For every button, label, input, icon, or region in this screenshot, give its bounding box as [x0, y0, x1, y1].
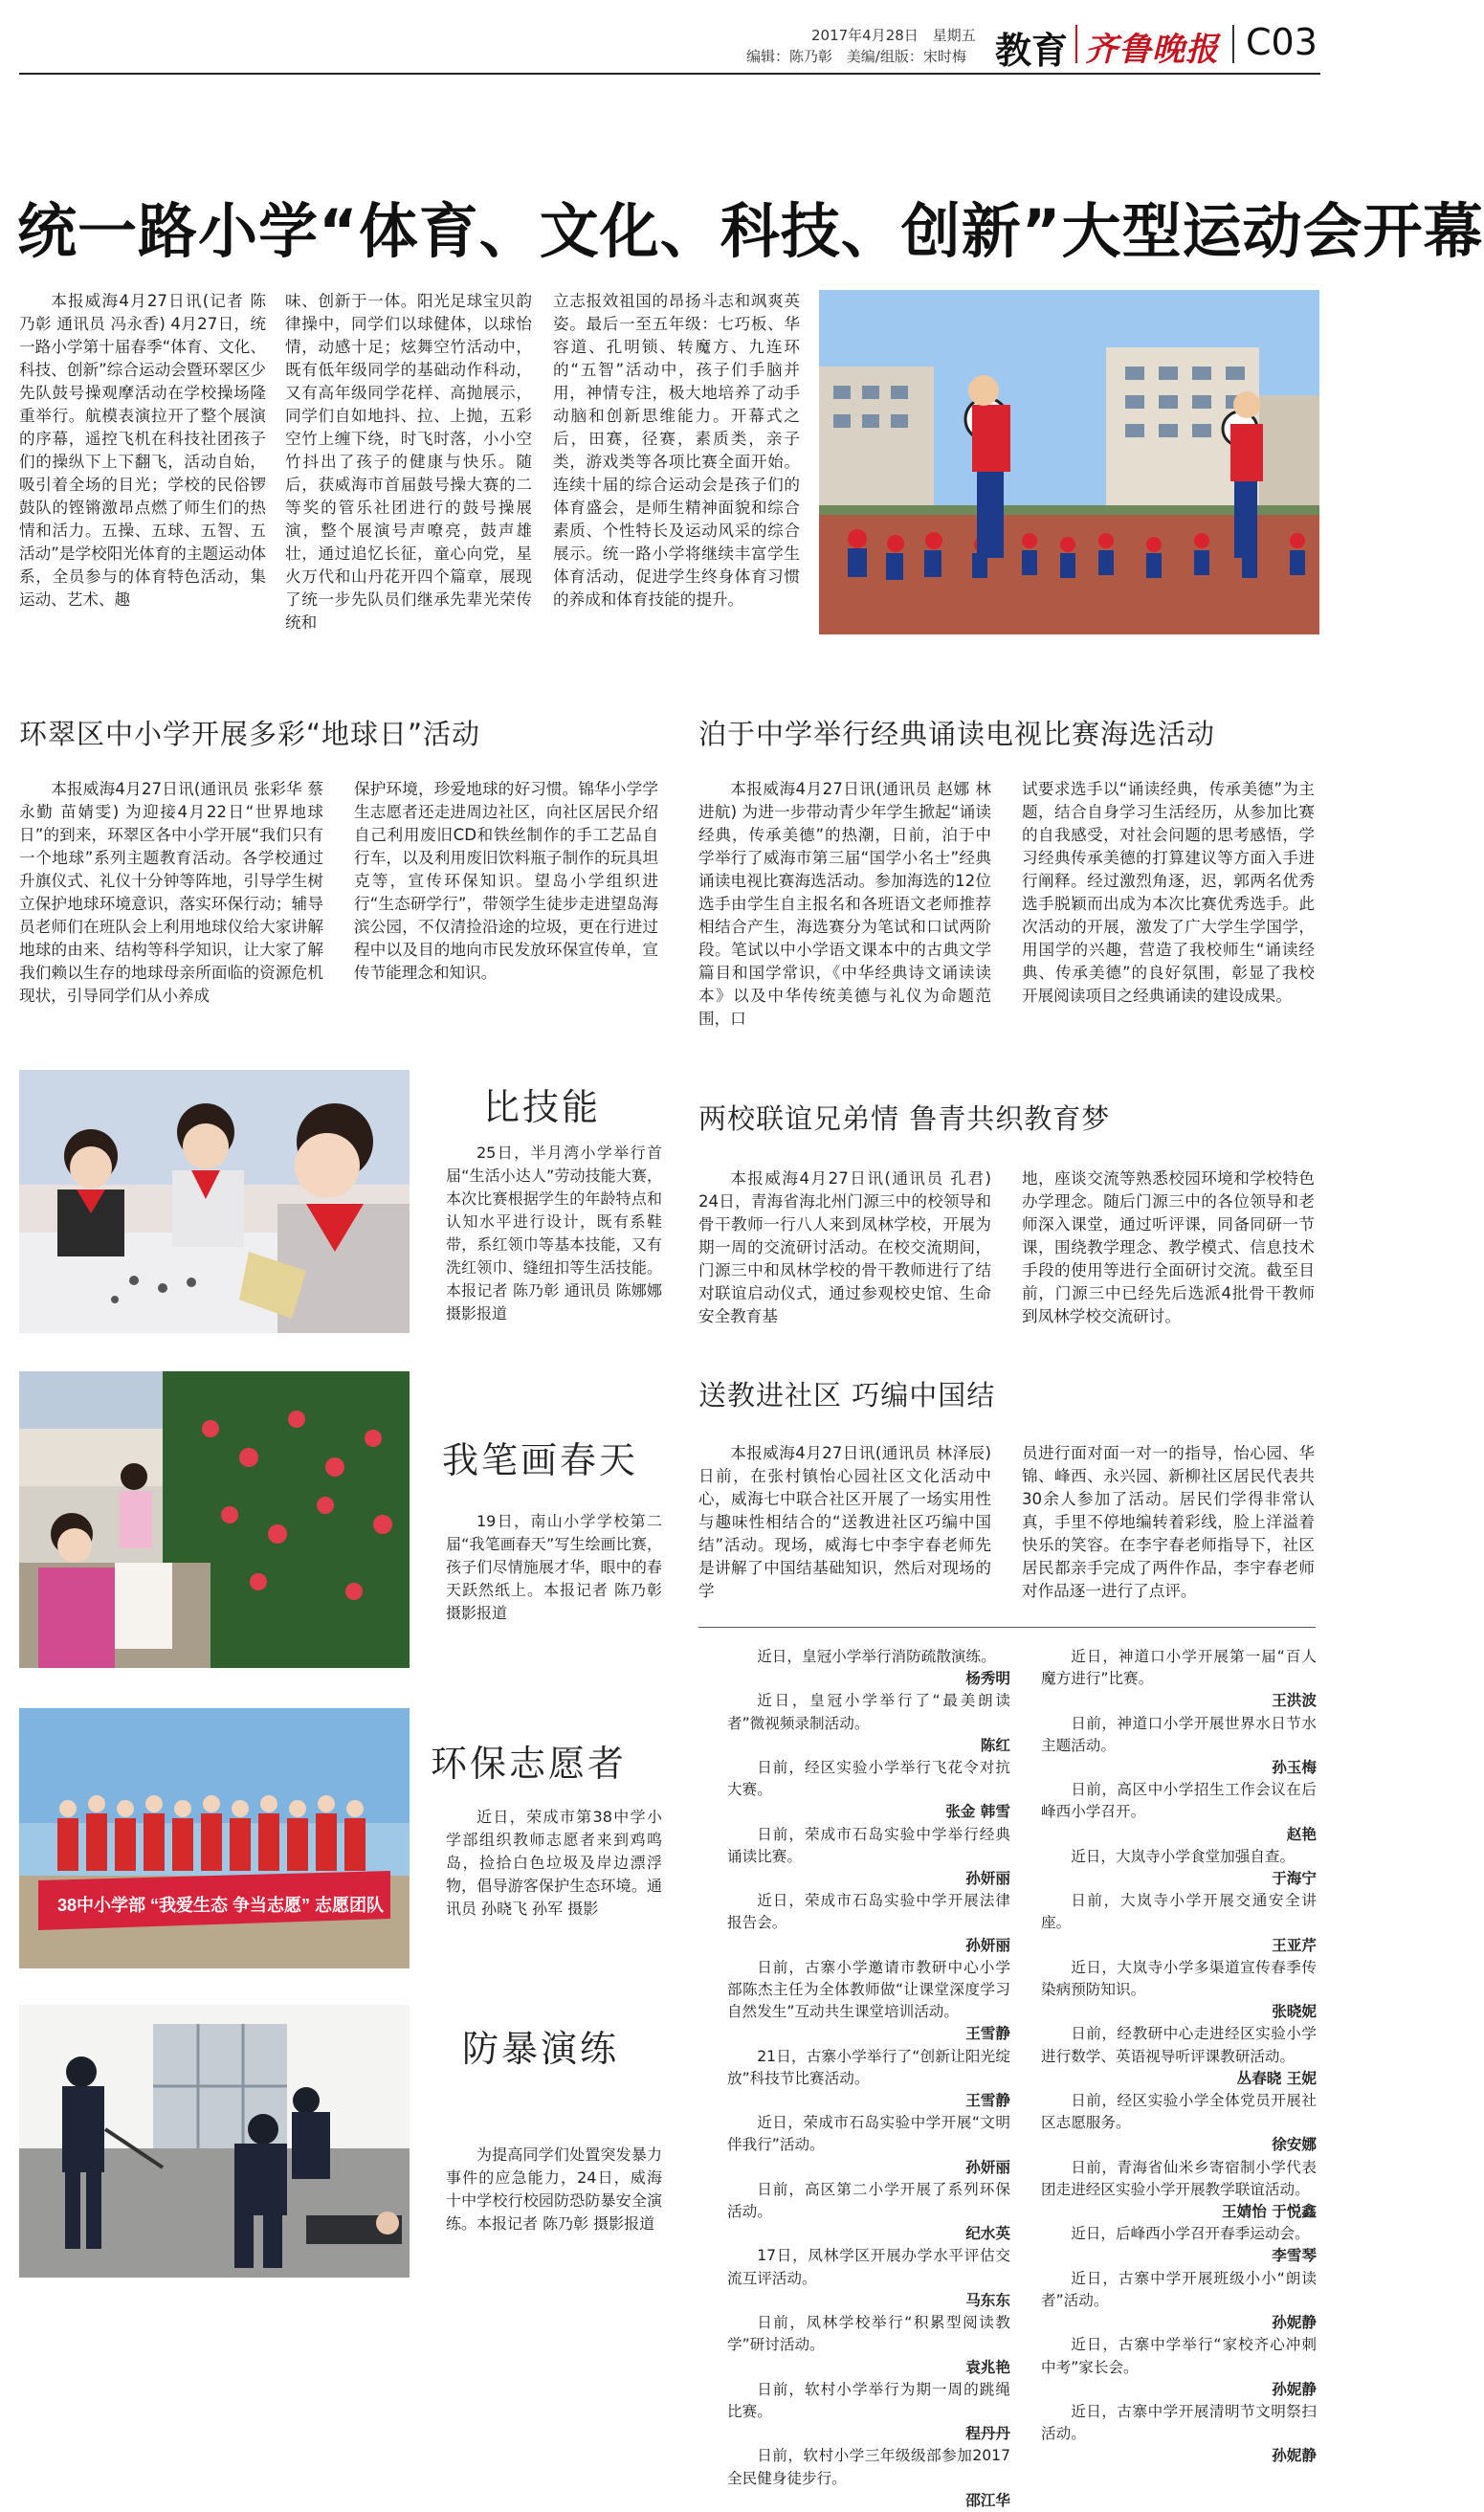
section-label: 教育	[995, 30, 1069, 72]
brief-byline: 孙妮静	[1272, 2380, 1317, 2398]
brief-byline: 程丹丹	[965, 2425, 1010, 2443]
brief-byline: 孙妍丽	[965, 1936, 1010, 1954]
sports-meet-photo	[819, 290, 1319, 634]
brief-byline: 张金 韩雪	[945, 1803, 1010, 1821]
brief-byline: 马东东	[965, 2291, 1010, 2309]
skills-photo	[19, 1070, 410, 1333]
spring-illustration	[19, 1371, 410, 1668]
brief-byline: 张晓妮	[1272, 2003, 1317, 2021]
brief-byline: 王亚芹	[1272, 1936, 1317, 1954]
spring-caption-text: 19日，南山小学学校第二届“我笔画春天”写生绘画比赛，孩子们尽情施展才华，眼中的春天跃然纸上。本报记者 陈乃彰 摄影报道	[446, 1512, 662, 1622]
exchange-column-2	[1022, 1167, 1315, 1330]
briefs-left-column	[727, 1646, 1010, 2509]
designer-credit: 美编/组版：宋时梅	[846, 48, 966, 65]
brief-item: 日前，神道口小学开展世界水日节水主题活动。	[1041, 1714, 1317, 1754]
brief-byline: 王洪波	[1272, 1692, 1317, 1710]
skills-title: 比技能	[483, 1086, 602, 1128]
credits	[746, 46, 966, 66]
volunteer-photo	[19, 1708, 410, 1968]
spring-title: 我笔画春天	[442, 1439, 639, 1481]
brief-byline: 纪水英	[965, 2225, 1010, 2243]
lead-column-1	[19, 290, 266, 654]
section-divider	[1075, 25, 1077, 63]
drill-caption	[446, 2144, 662, 2278]
recital-col1-text: 本报威海4月27日讯(通讯员 赵娜 林进航) 为进一步带动青少年学生掀起“诵读经典，传承美德”的热潮，日前，泊于中学举行了威海市第三届“国学小名士”经典诵读电视比赛海选活动。参加海选的12位选手由学生自主报名和各班语文老师推荐相结合产生，海选赛分为笔试和口试两阶段。笔试以中小学语文课本中的古典文学篇目和国学常识，《中华经典诗文诵读读本》以及中华传统美德与礼仪为命题范围，口	[698, 780, 991, 1028]
earthday-col2-text: 保护环境，珍爱地球的好习惯。锦华小学学生志愿者还走进周边社区，向社区居民介绍自己利用废旧CD和铁丝制作的手工艺品自行车，以及利用废旧饮料瓶子制作的玩具坦克等，宣传环保知识。望岛小学组织进行“生态研学行”，带领学生徒步走进望岛海滨公园，不仅清捡沿途的垃圾，更在行进过程中以及目的地向市民发放环保宣传单，宣传节能理念和知识。	[354, 780, 658, 982]
drill-illustration	[19, 2005, 410, 2278]
brief-item: 日前，软村小学三年级级部参加2017全民健身徒步行。	[727, 2447, 1010, 2487]
briefs-divider	[698, 1627, 1316, 1628]
brief-byline: 王雪静	[965, 2092, 1010, 2110]
knot-headline: 送教进社区 巧编中国结	[698, 1379, 996, 1412]
volunteer-caption-text: 近日，荣成市第38中学小学部组织教师志愿者来到鸡鸣岛，捡拾白色垃圾及岸边漂浮物，倡导游客保护生态环境。通讯员 孙晓飞 孙军 摄影	[446, 1808, 662, 1918]
page-divider	[1232, 25, 1234, 63]
brief-byline: 徐安娜	[1272, 2136, 1317, 2154]
earthday-column-1	[19, 778, 323, 1027]
brief-item: 近日，神道口小学开展第一届“百人魔方进行”比赛。	[1041, 1648, 1317, 1688]
exchange-column-1	[698, 1167, 991, 1330]
skills-caption	[446, 1142, 662, 1333]
knot-col1-text: 本报威海4月27日讯(通讯员 林泽辰) 日前，在张村镇怡心园社区文化活动中心，威海七中联合社区开展了一场实用性与趣味性相结合的“送教进社区巧编中国结”活动。现场，威海七中李宇春老师先是讲解了中国结基础知识，然后对现场的学	[698, 1444, 991, 1600]
brief-item: 近日，古寨中学开展清明节文明祭扫活动。	[1041, 2402, 1317, 2443]
exchange-col2-text: 地，座谈交流等熟悉校园环境和学校特色办学理念。随后门源三中的各位领导和老师深入课堂，通过听评课，同备同研一节课，围绕教学理念、教学模式、信息技术手段的使用等进行全面研讨交流。截至目前，门源三中已经先后选派4批骨干教师到凤林学校交流研讨。	[1022, 1169, 1315, 1325]
brief-byline: 王婧怡 于悦鑫	[1222, 2203, 1317, 2221]
recital-column-1	[698, 778, 991, 1065]
brief-item: 日前，高区中小学招生工作会议在后峰西小学召开。	[1041, 1781, 1317, 1821]
brief-byline: 于海宁	[1272, 1870, 1317, 1888]
brief-item: 日前，经区实验小学全体党员开展社区志愿服务。	[1041, 2092, 1317, 2132]
brief-byline: 袁兆艳	[965, 2358, 1010, 2376]
spring-caption	[446, 1510, 662, 1644]
brief-byline: 孙玉梅	[1272, 1759, 1317, 1777]
brief-byline: 杨秀明	[965, 1670, 1010, 1688]
brief-byline: 王雪静	[965, 2025, 1010, 2043]
exchange-headline: 两校联谊兄弟情 鲁青共织教育梦	[698, 1102, 1111, 1135]
masthead	[0, 0, 1335, 77]
brief-item: 日前，大岚寺小学开展交通安全讲座。	[1041, 1892, 1317, 1932]
issue-date	[811, 25, 976, 45]
weekday: 星期五	[932, 27, 976, 44]
brief-item: 日前，经教研中心走进经区实验小学进行数学、英语视导听评课教研活动。	[1041, 2025, 1317, 2065]
drill-title: 防暴演练	[462, 2028, 620, 2070]
skills-caption-text: 25日，半月湾小学举行首届“生活小达人”劳动技能大赛，本次比赛根据学生的年龄特点和认知水平进行设计，既有系鞋带，系红领巾等基本技能，又有洗红领巾、缝纽扣等生活技能。本报记者 陈乃彰 通讯员 陈娜娜 摄影报道	[446, 1144, 662, 1323]
lead-col2-text: 味、创新于一体。阳光足球宝贝韵律操中，同学们以球健体，以球怡情，动感十足；炫舞空竹活动中，既有低年级同学的基础动作科动，又有高年级同学花样、高抛展示，同学们自如地抖、拉、上抛，五彩空竹上缠下绕，时飞时落，小小空竹抖出了孩子的健康与快乐。随后，获威海市首届鼓号操大赛的二等奖的管乐社团进行的鼓号操展演，整个展演号声嘹亮，鼓声雄壮，通过追忆长征，童心向党，星火万代和山丹花开四个篇章，展现了统一步先队员们继承先辈光荣传统和	[285, 292, 532, 632]
brief-item: 日前，青海省仙米乡寄宿制小学代表团走进经区实验小学开展教学联谊活动。	[1041, 2158, 1317, 2198]
brief-item: 近日，大岚寺小学食堂加强自查。	[1071, 1847, 1296, 1865]
brief-item: 日前，凤林学校举行“积累型阅读教学”研讨活动。	[727, 2314, 1010, 2354]
knot-column-1	[698, 1442, 991, 1600]
brief-byline: 赵艳	[1286, 1825, 1317, 1843]
brief-byline: 陈红	[980, 1736, 1010, 1754]
skills-illustration	[19, 1070, 410, 1333]
knot-column-2	[1022, 1442, 1315, 1600]
drill-photo	[19, 2005, 410, 2278]
lead-col1-text: 本报威海4月27日讯(记者 陈乃彰 通讯员 冯永香) 4月27日，统一路小学第十届春季“体育、文化、科技、创新”综合运动会暨环翠区少先队鼓号操观摩活动在学校操场隆重举行。航模表演拉开了整个展演的序幕，遥控飞机在科技社团孩子们的操纵下上下翻飞，活动自始，吸引着全场的目光；学校的民俗锣鼓队的铿锵激昂点燃了师生们的热情和活力。五操、五球、五智、五活动”是学校阳光体育的主题运动体系，全员参与的体育特色活动，集运动、艺术、趣	[19, 292, 266, 609]
brief-item: 近日，后峰西小学召开春季运动会。	[1071, 2225, 1310, 2243]
volunteer-banner-text: 38中小学部 “我爱生态 争当志愿” 志愿团队	[57, 1896, 385, 1915]
briefs-right-column	[1041, 1646, 1317, 2465]
volunteer-caption	[446, 1806, 662, 1968]
date: 2017年4月28日	[811, 27, 919, 44]
brief-item: 日前，经区实验小学举行飞花令对抗大赛。	[727, 1759, 1010, 1799]
brief-item: 日前，荣成市石岛实验中学举行经典诵读比赛。	[727, 1825, 1010, 1865]
sports-meet-illustration	[819, 290, 1319, 634]
spring-photo	[19, 1371, 410, 1668]
brief-byline: 孙妮静	[1272, 2314, 1317, 2332]
volunteer-illustration	[19, 1708, 410, 1968]
brief-byline: 孙妍丽	[965, 1870, 1010, 1888]
brief-byline: 邵江华	[965, 2491, 1010, 2509]
brief-item: 近日，荣成市石岛实验中学开展“文明伴我行”活动。	[727, 2114, 1010, 2154]
earthday-col1-text: 本报威海4月27日讯(通讯员 张彩华 蔡永勤 苗婧雯) 为迎接4月22日“世界地球日”的到来，环翠区各中小学开展“我们只有一个地球”系列主题教育活动。各学校通过升旗仪式、礼仪十分钟等阵地，引导学生树立保护地球环境意识，落实环保行动；辅导员老师们在班队会上利用地球仪给大家讲解地球的由来、结构等科学知识，让大家了解我们赖以生存的地球母亲所面临的资源危机现状，引导同学们从小养成	[19, 780, 323, 1005]
brief-item: 21日，古寨小学举行了“创新让阳光绽放”科技节比赛活动。	[727, 2047, 1010, 2087]
brief-byline: 丛春晓 王妮	[1236, 2069, 1317, 2087]
brief-item: 近日，古寨中学举行“家校齐心冲刺中考”家长会。	[1041, 2336, 1317, 2376]
drill-caption-text: 为提高同学们处置突发暴力事件的应急能力，24日，威海十中学校行校园防恐防暴安全演练。本报记者 陈乃彰 摄影报道	[446, 2145, 662, 2233]
recital-col2-text: 试要求选手以“诵读经典，传承美德”为主题，结合自身学习生活经历，从参加比赛的自我感受，对社会问题的思考感悟，学习经典传承美德的打算建议等方面入手进行阐释。经过激烈角逐，迟，郭两名优秀选手脱颖而出成为本次比赛优秀选手。此次活动的开展，激发了广大学生学国学，用国学的兴趣，营造了我校师生“诵读经典、传承美德”的良好氛围，彰显了我校开展阅读项目之经典诵读的建设成果。	[1022, 780, 1315, 1005]
masthead-rule	[19, 73, 1320, 75]
lead-column-2	[285, 290, 532, 654]
lead-headline: 统一路小学“体育、文化、科技、创新”大型运动会开幕	[17, 196, 1484, 266]
knot-col2-text: 员进行面对面一对一的指导，怡心园、华锦、峰西、永兴园、新柳社区居民代表共30余人参加了活动。居民们学得非常认真，手里不停地编转着彩线，脸上洋溢着快乐的笑容。在李宇春老师指导下，社区居民都亲手完成了两件作品，李宇春老师对作品逐一进行了点评。	[1022, 1444, 1315, 1600]
volunteer-title: 环保志愿者	[431, 1743, 628, 1785]
brief-byline: 孙妍丽	[965, 2158, 1010, 2176]
earthday-column-2	[354, 778, 658, 1027]
brief-byline: 孙妮静	[1272, 2447, 1317, 2465]
lead-column-3	[553, 290, 800, 654]
lead-col3-text: 立志报效祖国的昂扬斗志和飒爽英姿。最后一至五年级：七巧板、华容道、孔明锁、转魔方、九连环的“五智”活动中，孩子们手脑并用，神情专注，极大地培养了动手动脑和创新思维能力。开幕式之后，田赛，径赛，素质类，亲子类，游戏类等各项比赛全面开始。连续十届的综合运动会是孩子们的体育盛会，是师生精神面貌和综合素质、个性特长及运动风采的综合展示。统一路小学将继续丰富学生体育活动，促进学生终身体育习惯的养成和体育技能的提升。	[553, 292, 800, 609]
brief-byline: 李雪琴	[1272, 2247, 1317, 2265]
editor-credit: 编辑：陈乃彰	[746, 48, 833, 65]
paper-logo: 齐鲁晚报	[1085, 31, 1219, 69]
brief-item: 日前，高区第二小学开展了系列环保活动。	[727, 2180, 1010, 2221]
page-number: C03	[1246, 21, 1318, 63]
recital-headline: 泊于中学举行经典诵读电视比赛海选活动	[698, 718, 1216, 750]
brief-item: 近日，皇冠小学举行消防疏散演练。	[757, 1648, 996, 1665]
recital-column-2	[1022, 778, 1315, 1065]
brief-item: 日前，古寨小学邀请市教研中心小学部陈杰主任为全体教师做“让课堂深度学习自然发生”互动共生课堂培训活动。	[727, 1958, 1010, 2021]
brief-item: 日前，软村小学举行为期一周的跳绳比赛。	[727, 2380, 1010, 2420]
brief-item: 近日，荣成市石岛实验中学开展法律报告会。	[727, 1892, 1010, 1932]
brief-item: 17日，凤林学区开展办学水平评估交流互评活动。	[727, 2247, 1010, 2287]
brief-item: 近日，皇冠小学举行了“最美朗读者”微视频录制活动。	[727, 1692, 1010, 1732]
brief-item: 近日，古寨中学开展班级小小“朗读者”活动。	[1041, 2269, 1317, 2309]
brief-item: 近日，大岚寺小学多渠道宣传春季传染病预防知识。	[1041, 1958, 1317, 1999]
exchange-col1-text: 本报威海4月27日讯(通讯员 孔君) 24日，青海省海北州门源三中的校领导和骨干教师一行八人来到凤林学校，开展为期一周的交流研讨活动。在校交流期间，门源三中和凤林学校的骨干教师进行了结对联谊启动仪式，通过参观校史馆、生命安全教育基	[698, 1169, 991, 1325]
earthday-headline: 环翠区中小学开展多彩“地球日”活动	[19, 718, 481, 750]
